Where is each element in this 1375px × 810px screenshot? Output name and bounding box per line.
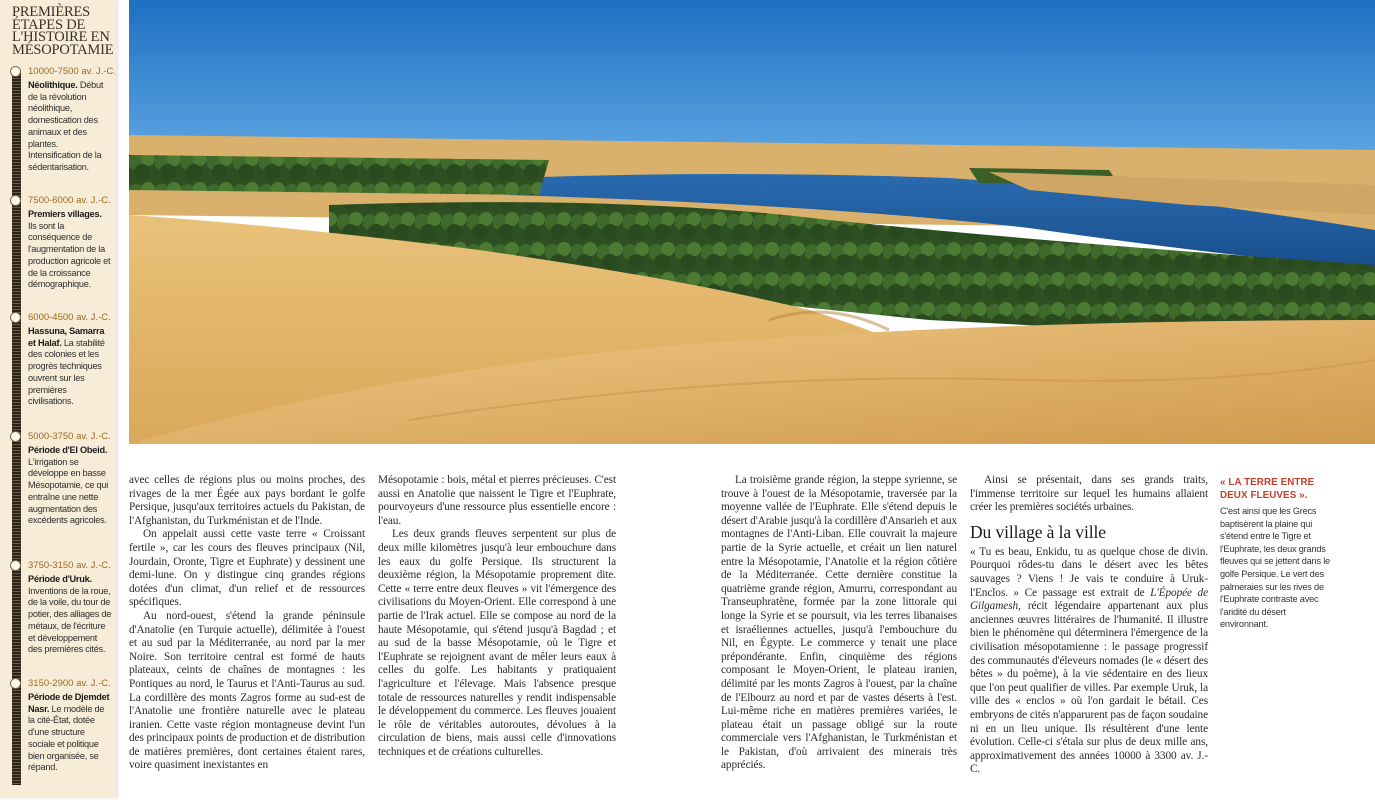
paragraph: Les deux grands fleuves serpentent sur plus de deux mille kilomètres jusqu'à leur embouchure dans les eaux du golfe Persique. Ils structurent la deuxième région, la Mésopotamie proprement dite. Cette « terre entre deux fleuves » vit l'émergence des civilisations du Moyen-Orient. Elle correspond à une partie de l'Irak actuel. Elle se compose au nord de la haute Mésopotamie, qui s'étend jusqu'à Bagdad ; et au sud de la basse Mésopotamie, où le Tigre et l'Euphrate se rejoignent avant de mêler leurs eaux à celles du golfe. Les habitants y pratiquaient l'agriculture et l'élevage. Mais l'absence presque totale de ressources naturelles y rendit indispensable le développement du commerce. Les fleuves jouaient le rôle de véritables autoroutes, dévolues à la circulation de biens, mais aussi celle d'innovations techniques et de créations culturelles. — [378, 528, 616, 758]
article-column-3 — [721, 474, 957, 773]
quote-text: « Tu es beau, Enkidu, tu as quelque chose de divin. Pourquoi rôdes-tu dans le désert avec les bêtes sauvages ? Viens ! Je vais te conduire à Uruk-l'Enclos. » Ce passage est extrait de — [970, 545, 1208, 599]
timeline-text — [28, 80, 112, 174]
timeline-date: 3150-2900 av. J.-C. — [28, 678, 111, 689]
timeline-desc: Le modèle de la cité-État, dotée d'une structure sociale et politique bien organisée, se répand. — [28, 703, 105, 773]
timeline-text — [28, 209, 112, 291]
timeline-title: PREMIÈRES ÉTAPES DE L'HISTOIRE EN MÉSOPOTAMIE — [12, 4, 114, 58]
subheading: Du village à la ville — [970, 521, 1106, 542]
timeline-dot — [10, 431, 21, 442]
article-column-2 — [378, 474, 616, 759]
timeline-date: 5000-3750 av. J.-C. — [28, 431, 111, 442]
timeline-text — [28, 692, 112, 774]
landscape-photo — [129, 0, 1375, 444]
far-palm-grove — [129, 155, 549, 195]
paragraph: Au nord-ouest, s'étend la grande péninsule d'Anatolie (en Turquie actuelle), délimitée à l'ouest et au sud par la Méditerranée, au nord par la mer Noire. Son territoire central est formé de hauts plateaux, ceints de chaînes de montagnes : les Pontiques au nord, le Taurus et l'Anti-Taurus au sud. La cordillère des monts Zagros forme au sud-est de l'Anatolie une frontière naturelle avec le plateau iranien. Cette vaste région montagneuse devint l'un des principaux points de production et de distribution de matières premières, dont certaines étaient rares, voire quasiment inexistantes en — [129, 609, 365, 772]
paragraph: On appelait aussi cette vaste terre « Croissant fertile », car les cours des fleuves principaux (Nil, Jourdain, Oronte, Tigre et Euphrate) y dessinent une demi-lune. On y distingue cinq grandes régions dotées d'un climat, d'un relief et de ressources spécifiques. — [129, 528, 365, 609]
timeline-head: Néolithique. — [28, 80, 78, 90]
caption-text: C'est ainsi que les Grecs baptisèrent la plaine qui s'étend entre le Tigre et l'Euphrate, les deux grands fleuves qui se jettent dans le golfe Persique. Le vert des palmeraies sur les rives de l'Euphrate contraste avec l'aridité du désert environnant. — [1220, 506, 1330, 630]
caption-title: « LA TERRE ENTRE DEUX FLEUVES ». — [1220, 477, 1315, 501]
paragraph: Ainsi se présentait, dans ses grands traits, l'immense territoire sur lequel les humains allaient créer les premières sociétés urbaines. — [970, 474, 1208, 514]
timeline-date: 6000-4500 av. J.-C. — [28, 312, 111, 323]
paragraph: avec celles de régions plus ou moins proches, des rivages de la mer Égée aux pays bordant le golfe Persique, jusqu'aux territoires actuels du Pakistan, de l'Afghanistan, du Turkménistan et de l'Inde. — [129, 474, 365, 527]
timeline-head: Premiers villages. — [28, 209, 102, 219]
timeline-date: 3750-3150 av. J.-C. — [28, 560, 111, 571]
timeline-dot — [10, 678, 21, 689]
timeline-sidebar — [0, 0, 116, 798]
timeline-head: Période d'El Obeid. — [28, 445, 108, 455]
timeline-head: Période de Djemdet Nasr. — [28, 692, 110, 714]
book-title: L'Épopée de Gilgamesh — [970, 586, 1208, 613]
timeline-dot — [10, 560, 21, 571]
timeline-head: Période d'Uruk. — [28, 574, 92, 584]
paragraph — [970, 546, 1208, 777]
timeline-dot — [10, 66, 21, 77]
timeline-desc: Inventions de la roue, de la voile, du tour de potier, des alliages de métaux, de l'écriture et développement des premières cités. — [28, 585, 112, 655]
euphrates-landscape-image — [129, 0, 1375, 444]
timeline-dot — [10, 312, 21, 323]
timeline-date: 7500-6000 av. J.-C. — [28, 195, 111, 206]
timeline-dot — [10, 195, 21, 206]
timeline-text — [28, 445, 112, 527]
timeline-desc: L'irrigation se développe en basse Mésopotamie, ce qui entraîne une nette augmentation des excédents agricoles. — [28, 456, 109, 526]
article-column-4 — [970, 474, 1208, 777]
article-column-1 — [129, 474, 365, 773]
sky — [129, 0, 1375, 150]
paragraph-continuation: , récit légendaire appartenant aux plus anciennes œuvres littéraires de l'humanité. Il illustre bien le phénomène qui déterminera l'émergence de la civilisation mésopotamienne : le passage progressif des communautés d'éleveurs nomades (le « désert des bêtes » du poème), à la vie sédentaire en des lieux que l'on peut qualifier de villes. Par exemple Uruk, la ville des « enclos » où l'on gardait le bétail. Ces embryons de cités n'apparurent pas de façon soudaine ni en un lieu unique. Ils résultèrent d'une lente évolution. Celle-ci s'étala sur plus de deux mille ans, approximativement des années 10000 à 3300 av. J.- C. — [970, 600, 1208, 776]
timeline-desc: La stabilité des colonies et les progrès techniques ouvrent sur les premières civilisations. — [28, 337, 105, 407]
timeline-desc: Ils sont la conséquence de l'augmentation de la production agricole et de la croissance démographique. — [28, 220, 111, 290]
timeline-text — [28, 574, 112, 656]
paragraph: La troisième grande région, la steppe syrienne, se trouve à l'ouest de la Mésopotamie, traversée par la moyenne vallée de l'Euphrate. Elle s'étend depuis le désert d'Arabie jusqu'à la cordillère d'Ansarieh et aux montagnes de l'Anti-Liban. Elle couvrait la majeure partie de la Syrie actuelle, et créait un lien naturel entre la Mésopotamie, l'Anatolie et la région côtière de la Méditerranée. Cette dernière constitue la quatrième grande région, Amurru, correspondant au Transeuphratène, formée par la zone littorale qui longe la Syrie et se poursuit, via les terres libanaises et israéliennes actuelles, jusqu'à l'embouchure du Nil, en Égypte. Le commerce y tenait une place prépondérante. Enfin, cinquième des régions composant le Moyen-Orient, le plateau iranien, délimité par les monts Zagros à l'ouest, par la chaîne de l'Elbourz au nord et par de vastes déserts à l'est. Lui-même riche en matières premières variées, le plateau était un passage obligé sur la route commerciale vers l'Afghanistan, le Turkménistan et le Pakistan, d'où arrivaient des minerais très appréciés. — [721, 474, 957, 772]
timeline-head: Hassuna, Samarra et Halaf. — [28, 326, 105, 348]
timeline-text — [28, 326, 112, 408]
paragraph: Mésopotamie : bois, métal et pierres précieuses. C'est aussi en Anatolie que naissent le Tigre et l'Euphrate, pourvoyeurs d'une ressource plus essentielle encore : l'eau. — [378, 474, 616, 527]
timeline-date: 10000-7500 av. J.-C. — [28, 66, 117, 77]
timeline-desc: Début de la révolution néolithique, domestication des animaux et des plantes. Intensification de la sédentarisation. — [28, 80, 104, 172]
photo-caption — [1220, 476, 1330, 631]
